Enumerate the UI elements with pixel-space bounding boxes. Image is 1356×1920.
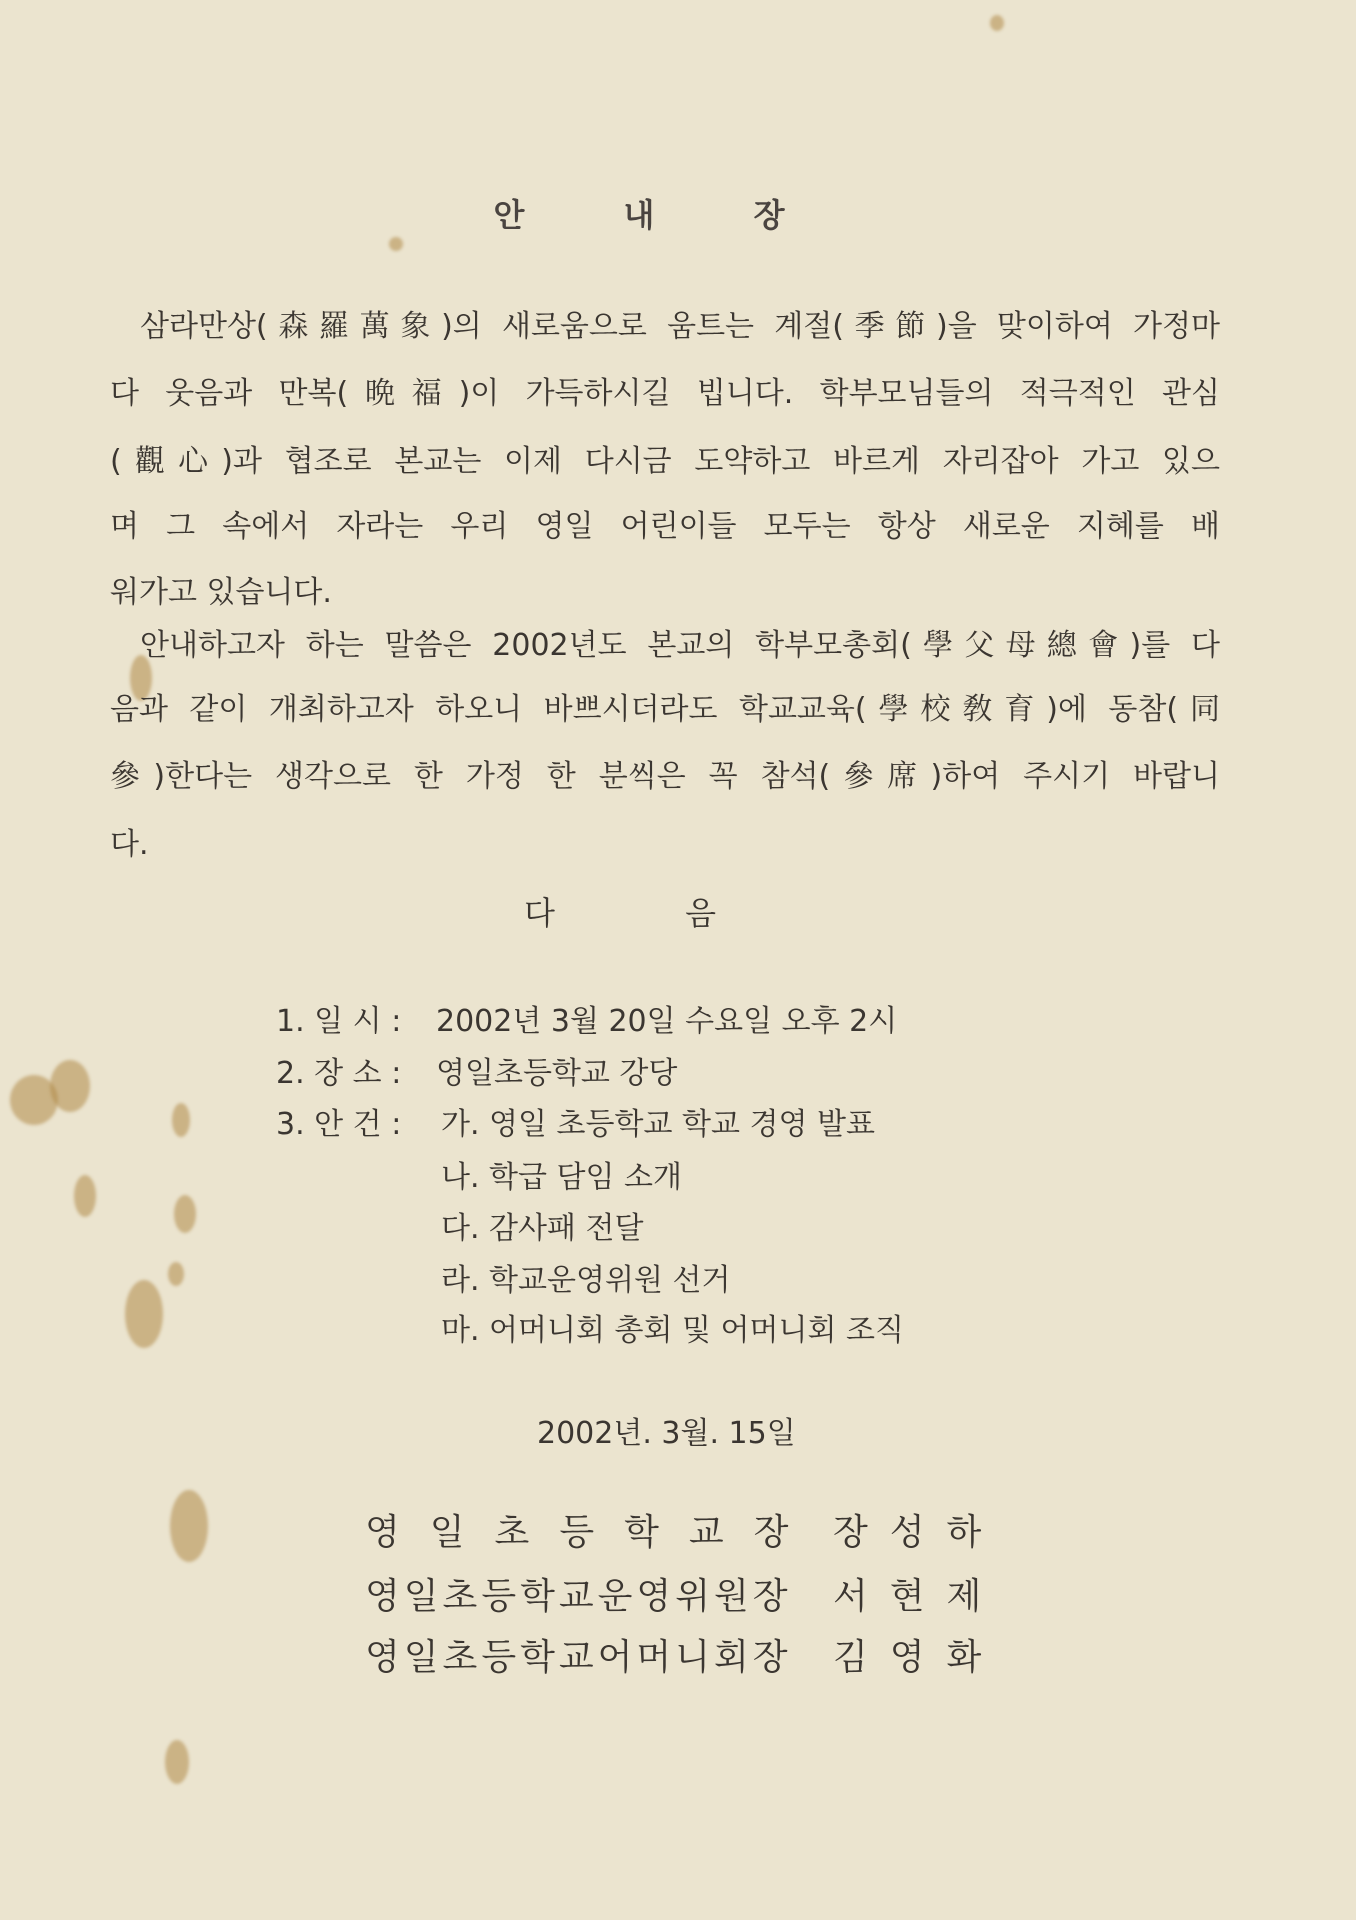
text-line: 며 그 속에서 자라는 우리 영일 어린이들 모두는 항상 새로운 지혜를 배 [110, 509, 1220, 544]
signer-name: 장성하 [833, 1512, 1004, 1553]
signer-name: 김영화 [833, 1637, 1004, 1678]
text-line: 參)한다는 생각으로 한 가정 한 분씩은 꼭 참석(參席)하여 주시기 바랍니 [110, 759, 1220, 794]
document-title: 안 내 장 [493, 196, 829, 234]
stain [125, 1280, 163, 1348]
detail-value: 영일초등학교 강당 [436, 1056, 678, 1091]
signer-title: 영일초등학교어머니회장 [365, 1637, 792, 1678]
document-date: 2002년. 3월. 15일 [537, 1416, 796, 1451]
text-line: (觀心)과 협조로 본교는 이제 다시금 도약하고 바르게 자리잡아 가고 있으 [110, 444, 1220, 479]
stain [74, 1175, 96, 1217]
text-line: 워가고 있습니다. [110, 575, 332, 610]
heading-next: 다 음 [524, 894, 776, 932]
stain [165, 1740, 189, 1784]
stain [389, 237, 403, 251]
detail-label: 1. 일 시 : [276, 1004, 402, 1039]
text-line: 다 웃음과 만복(晩福)이 가득하시길 빕니다. 학부모님들의 적극적인 관심 [110, 376, 1220, 411]
agenda-item: 나. 학급 담임 소개 [441, 1160, 683, 1195]
agenda-item: 마. 어머니회 총회 및 어머니회 조직 [441, 1313, 904, 1348]
signer-title: 영일초등학교장 [365, 1512, 819, 1553]
agenda-item: 라. 학교운영위원 선거 [441, 1263, 731, 1298]
stain [50, 1060, 90, 1112]
text-line: 삼라만상(森羅萬象)의 새로움으로 움트는 계절(季節)을 맞이하여 가정마 [140, 309, 1220, 344]
stain [174, 1195, 196, 1233]
detail-value: 2002년 3월 20일 수요일 오후 2시 [436, 1004, 898, 1039]
stain [168, 1262, 184, 1286]
text-line: 음과 같이 개최하고자 하오니 바쁘시더라도 학교교육(學校敎育)에 동참(同 [110, 692, 1220, 727]
detail-label: 3. 안 건 : [276, 1107, 402, 1142]
signer-name: 서현제 [833, 1576, 1004, 1617]
stain [990, 15, 1004, 31]
signer-title: 영일초등학교운영위원장 [365, 1576, 792, 1617]
stain [172, 1103, 190, 1137]
text-line: 안내하고자 하는 말씀은 2002년도 본교의 학부모총회(學父母總會)를 다 [140, 628, 1220, 663]
stain [170, 1490, 208, 1562]
agenda-item: 다. 감사패 전달 [441, 1211, 644, 1246]
detail-label: 2. 장 소 : [276, 1056, 402, 1091]
text-line: 다. [110, 827, 149, 862]
detail-value: 가. 영일 초등학교 학교 경영 발표 [441, 1107, 875, 1142]
